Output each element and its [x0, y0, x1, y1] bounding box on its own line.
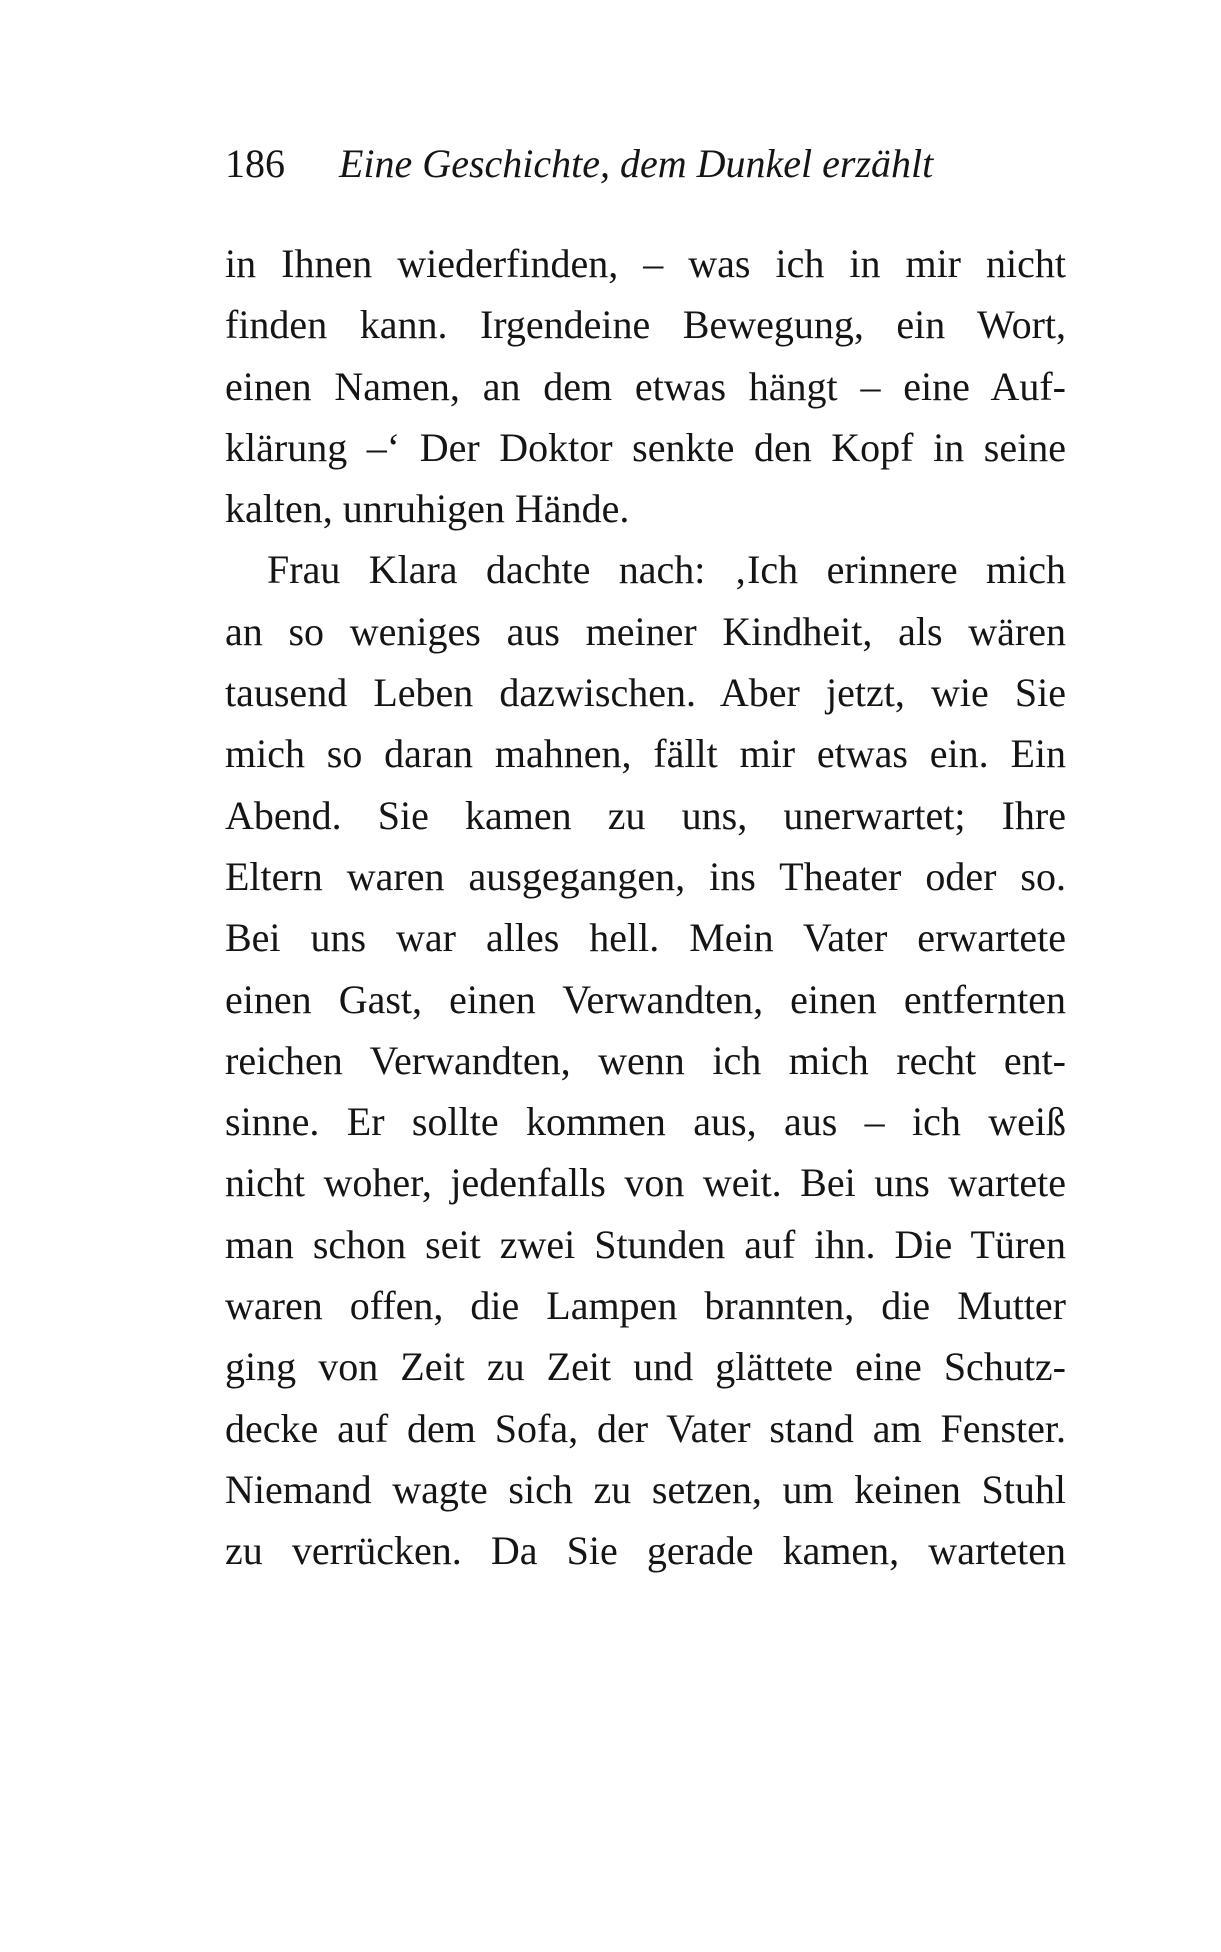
- paragraph-2: [225, 539, 1066, 1581]
- text-line: Abend. Sie kamen zu uns, unerwartet; Ihre: [225, 792, 1066, 838]
- text-line: an so weniges aus meiner Kindheit, als wären: [225, 608, 1066, 654]
- text-line: Eltern waren ausgegangen, ins Theater oder so.: [225, 853, 1066, 899]
- text-line: Frau Klara dachte nach: ‚Ich erinnere mich: [267, 547, 1066, 593]
- text-line: tausend Leben dazwischen. Aber jetzt, wie Sie: [225, 670, 1066, 716]
- text-line: ging von Zeit zu Zeit und glättete eine Schutz-: [225, 1344, 1066, 1390]
- text-line: einen Namen, an dem etwas hängt – eine Auf-: [225, 363, 1066, 409]
- paragraph-1: [225, 233, 1066, 539]
- running-header: [225, 140, 1075, 188]
- text-line: mich so daran mahnen, fällt mir etwas ein. Ein: [225, 731, 1066, 777]
- text-line: Niemand wagte sich zu setzen, um keinen Stuhl: [225, 1466, 1066, 1512]
- text-line: einen Gast, einen Verwandten, einen entfernten: [225, 976, 1066, 1022]
- text-line: decke auf dem Sofa, der Vater stand am Fenster.: [225, 1405, 1066, 1451]
- text-line: sinne. Er sollte kommen aus, aus – ich weiß: [225, 1099, 1066, 1145]
- text-line: nicht woher, jedenfalls von weit. Bei uns wartete: [225, 1160, 1066, 1206]
- page-number: 186: [225, 141, 285, 186]
- body-text: [225, 233, 1066, 1582]
- text-line: Bei uns war alles hell. Mein Vater erwartete: [225, 915, 1066, 961]
- text-line: man schon seit zwei Stunden auf ihn. Die Türen: [225, 1221, 1066, 1267]
- text-line: in Ihnen wiederfinden, – was ich in mir nicht: [225, 241, 1066, 286]
- text-line: finden kann. Irgendeine Bewegung, ein Wort,: [225, 302, 1066, 348]
- text-line: zu verrücken. Da Sie gerade kamen, warteten: [225, 1528, 1066, 1574]
- text-line: kalten, unruhigen Hände.: [225, 486, 630, 532]
- running-title: Eine Geschichte, dem Dunkel erzählt: [339, 141, 934, 186]
- text-line: reichen Verwandten, wenn ich mich recht ent-: [225, 1037, 1066, 1083]
- text-line: klärung –‘ Der Doktor senkte den Kopf in seine: [225, 424, 1066, 470]
- text-line: waren offen, die Lampen brannten, die Mutter: [225, 1283, 1066, 1329]
